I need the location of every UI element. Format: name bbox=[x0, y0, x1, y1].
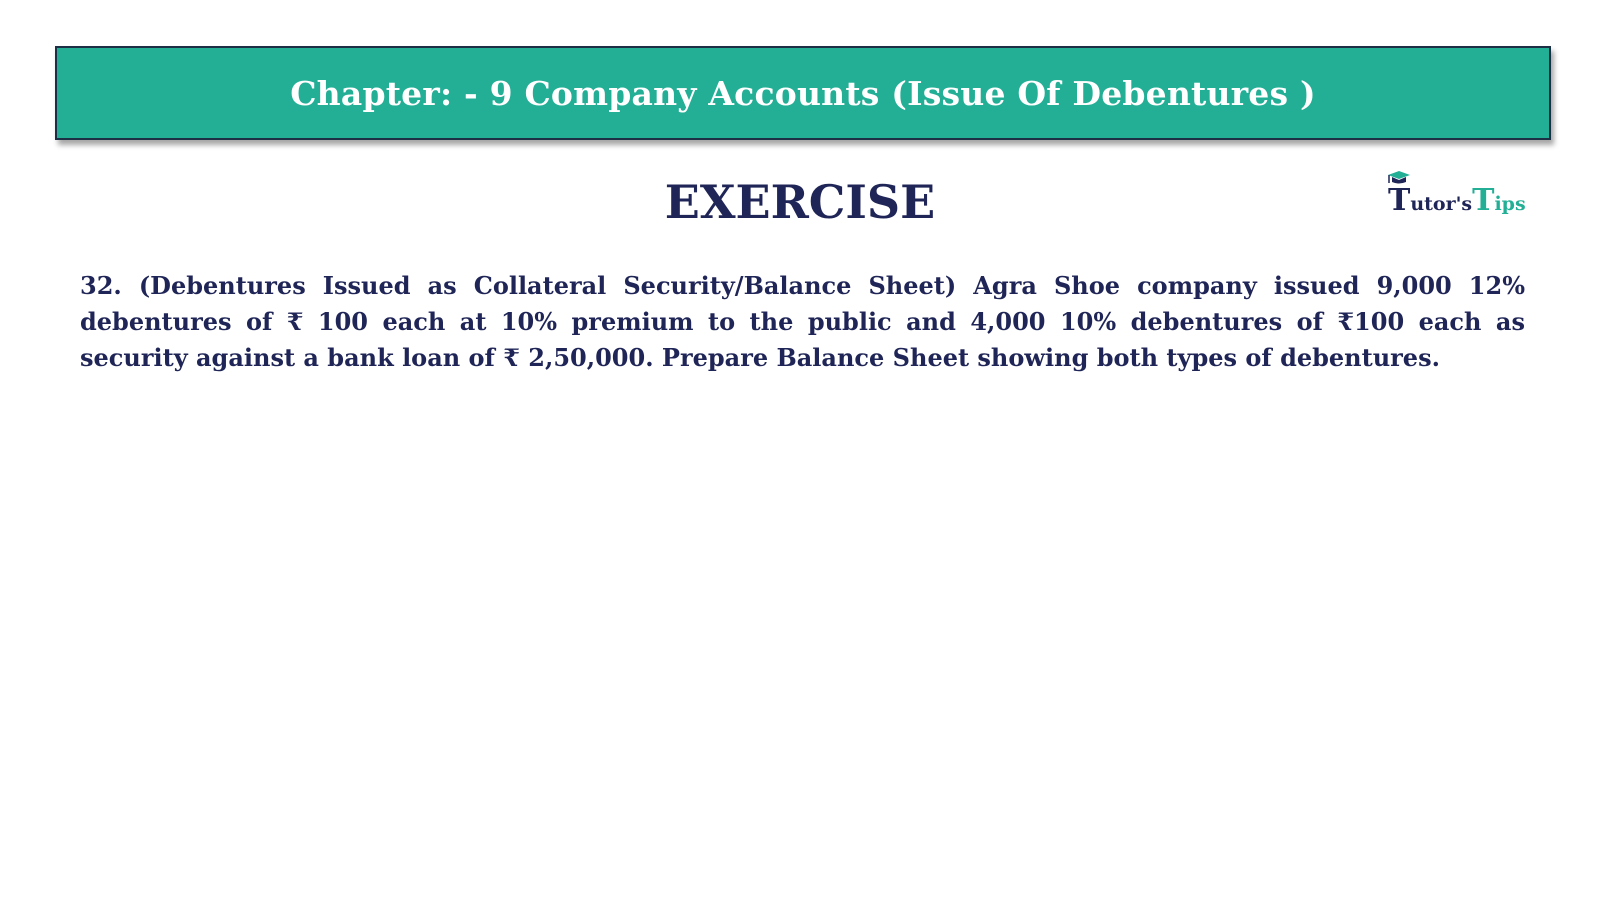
chapter-title: Chapter: - 9 Company Accounts (Issue Of Debentures ) bbox=[290, 73, 1316, 113]
chapter-header-bar bbox=[55, 46, 1551, 140]
logo-wordmark bbox=[1388, 183, 1526, 218]
exercise-heading: EXERCISE bbox=[664, 175, 936, 229]
logo-word-utors: utor's bbox=[1410, 193, 1473, 215]
logo-initial-t: T bbox=[1388, 183, 1411, 218]
tutors-tips-logo bbox=[1388, 168, 1556, 216]
logo-initial-t-accent: T bbox=[1472, 183, 1495, 218]
logo-word-ips: ips bbox=[1494, 193, 1526, 215]
question-text: 32. (Debentures Issued as Collateral Security/Balance Sheet) Agra Shoe company issued 9,000 12% debentures of ₹ 100 each at 10% premium to the public and 4,000 10% debentures of ₹100 each as security against a bank loan of ₹ 2,50,000. Prepare Balance Sheet showing both types of debentures. bbox=[80, 271, 1525, 372]
